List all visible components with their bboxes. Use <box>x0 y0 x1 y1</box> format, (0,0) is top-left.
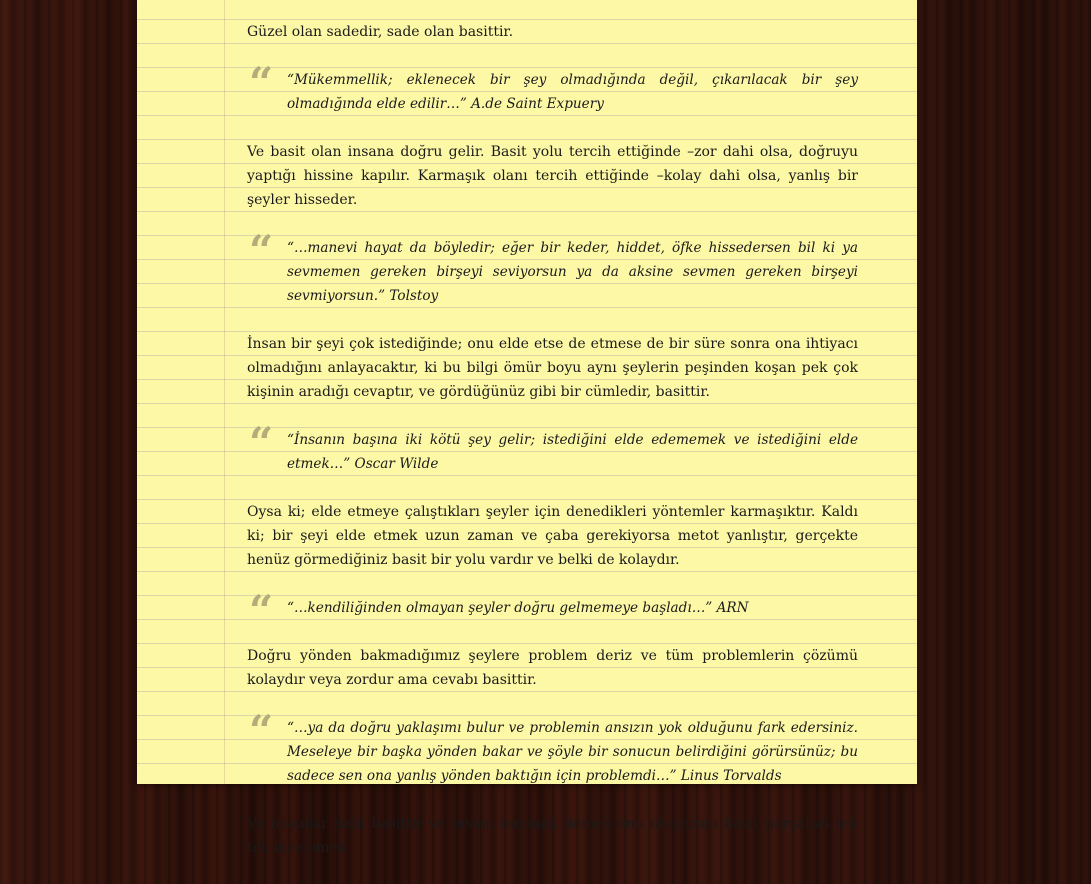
quote-text: “…ya da doğru yaklaşımı bulur ve problemin ansızın yok olduğunu fark edersiniz. Meseleye bir başka yönden bakar ve şöyle bir sonucun belirdiğini görürsünüz; bu sadece sen ona yanlış yönden baktığın için problemdi…” Linus Torvalds <box>287 720 858 784</box>
quote-text: “İnsanın başına iki kötü şey gelir; istediğini elde edememek ve istediğini elde etmek…” Oscar Wilde <box>287 432 858 472</box>
blockquote <box>247 58 858 116</box>
paragraph: İnsan bir şeyi çok istediğinde; onu elde etse de etmese de bir süre sonra ona ihtiyacı olmadığını anlayacaktır, ki bu bilgi ömür boyu aynı şeylerin peşinden koşan pek çok kişinin aradığı cevaptır, ve gördüğünüz gibi bir cümledir, basittir. <box>247 336 858 400</box>
quote-icon: “ <box>249 586 274 635</box>
quote-icon: “ <box>249 58 274 107</box>
blockquote <box>247 418 858 476</box>
paragraph: Doğru yönden bakmadığımız şeylere problem deriz ve tüm problemlerin çözümü kolaydır veya zordur ama cevabı basittir. <box>247 648 858 688</box>
quote-icon: “ <box>249 706 274 755</box>
quote-text: “…manevi hayat da böyledir; eğer bir keder, hiddet, öfke hissedersen bil ki ya sevmemen gereken birşeyi seviyorsun ya da aksine sevmen gereken birşeyi sevmiyorsun.” Tolstoy <box>287 240 858 304</box>
quote-icon: “ <box>249 418 274 467</box>
paragraph: Ve insanlar dahi basittir ve insanı tanımak demek onu oluşturan basit parçaları tek tek incelemek <box>247 816 858 856</box>
paragraph: Ve basit olan insana doğru gelir. Basit yolu tercih ettiğinde –zor dahi olsa, doğruyu yaptığı hissine kapılır. Karmaşık olanı tercih ettiğinde –kolay dahi olsa, yanlış bir şeyler hisseder. <box>247 144 858 208</box>
article-body <box>247 20 858 884</box>
blockquote <box>247 586 858 635</box>
quote-text: “…kendiliğinden olmayan şeyler doğru gelmemeye başladı…” ARN <box>287 600 749 616</box>
quote-text: “Mükemmellik; eklenecek bir şey olmadığında değil, çıkarılacak bir şey olmadığında elde edilir…” A.de Saint Expuery <box>287 72 858 112</box>
quote-icon: “ <box>249 226 274 275</box>
paragraph: Oysa ki; elde etmeye çalıştıkları şeyler için denedikleri yöntemler karmaşıktır. Kaldı ki; bir şeyi elde etmek uzun zaman ve çaba gerekiyorsa metot yanlıştır, gerçekte henüz görmediğiniz basit bir yolu vardır ve belki de kolaydır. <box>247 504 858 568</box>
paragraph: Güzel olan sadedir, sade olan basittir. <box>247 24 514 40</box>
blockquote <box>247 706 858 788</box>
blockquote <box>247 226 858 308</box>
notepad-paper <box>137 0 917 856</box>
